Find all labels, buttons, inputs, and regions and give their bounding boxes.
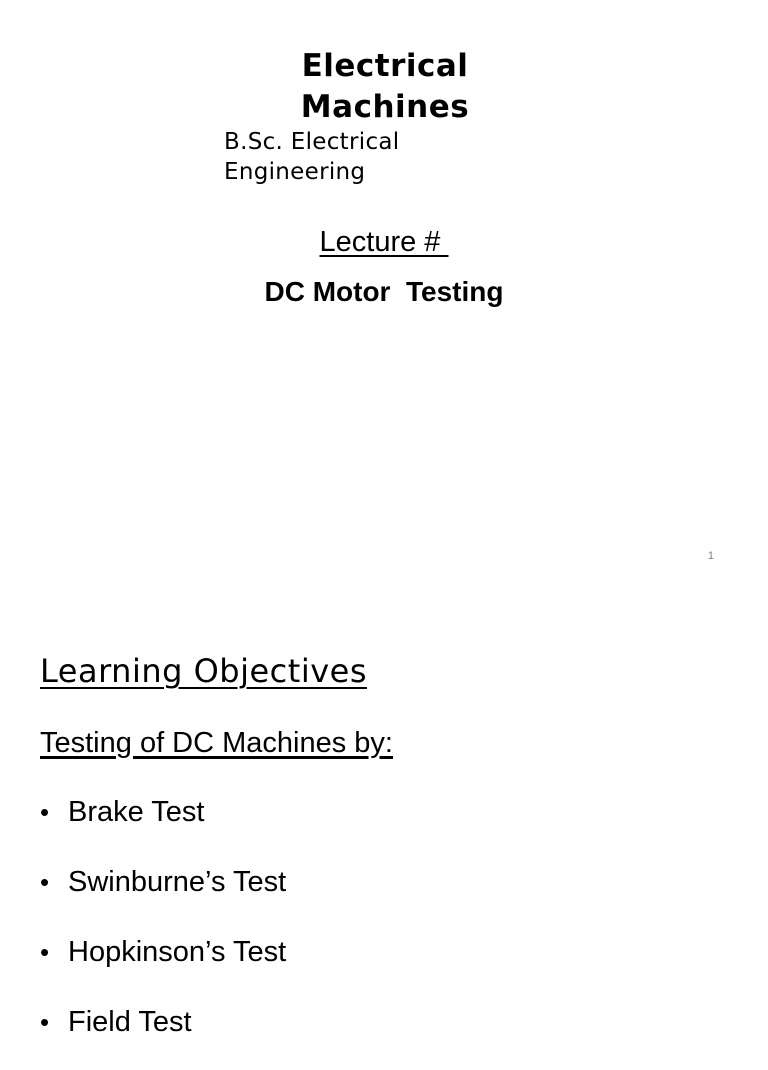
list-item-label: Hopkinson’s Test (68, 936, 287, 968)
bullet-icon: • (40, 867, 50, 897)
presentation-title: Electrical Machines (300, 48, 470, 125)
list-item-label: Swinburne’s Test (68, 866, 287, 898)
objectives-list (40, 790, 286, 1070)
lecture-topic: DC Motor Testing (264, 276, 504, 307)
bullet-icon: • (40, 797, 50, 827)
lecture-number-label: Lecture # (319, 226, 449, 258)
list-item (40, 930, 286, 1000)
list-item-label: Brake Test (68, 796, 205, 828)
list-item (40, 860, 286, 930)
page-number: 1 (707, 550, 714, 562)
list-item (40, 790, 286, 860)
bullet-icon: • (40, 937, 50, 967)
course-subtitle: B.Sc. Electrical Engineering (224, 129, 400, 185)
bullet-icon: • (40, 1007, 50, 1037)
objectives-slide (0, 600, 768, 1038)
list-item (40, 1000, 286, 1070)
list-item-label: Field Test (68, 1006, 192, 1038)
objectives-heading: Learning Objectives (40, 652, 367, 690)
objectives-intro: Testing of DC Machines by: (40, 727, 393, 759)
